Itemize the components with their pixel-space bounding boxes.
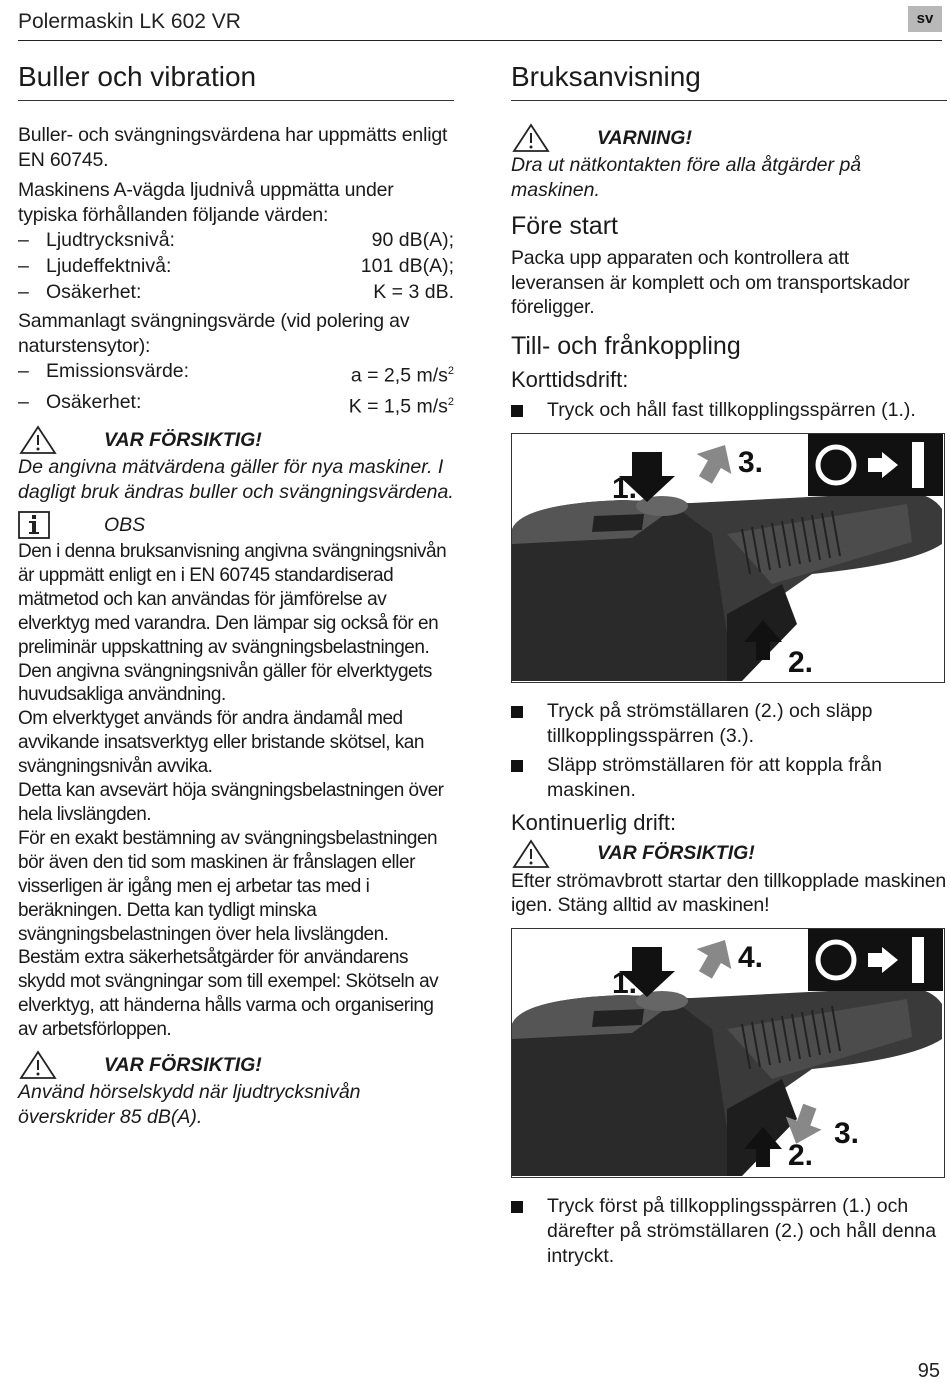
heading-before-start: Före start <box>511 212 618 240</box>
note-paragraph: Detta kan avsevärt höja svängningsbelastningen över hela livslängden. <box>18 780 444 825</box>
warning-triangle-icon <box>18 1050 58 1080</box>
figure-label: 4. <box>738 940 764 974</box>
right-column <box>511 58 947 1273</box>
figure-label: 3. <box>834 1116 860 1150</box>
machine-handle-illustration <box>512 929 943 1176</box>
warning-title: VARNING! <box>597 126 692 149</box>
instruction-bullet: Tryck först på tillkopplingsspärren (1.) och därefter på strömställaren (2.) och håll denna intryckt. <box>511 1194 947 1269</box>
page-number: 95 <box>917 1360 940 1382</box>
warning-triangle-icon <box>18 425 58 455</box>
instruction-bullet: Tryck på strömställaren (2.) och släpp tillkopplingsspärren (3.). <box>511 699 947 749</box>
caution-notice <box>18 1050 454 1080</box>
left-column <box>18 58 454 1129</box>
caution-notice <box>511 839 947 869</box>
vibration-intro: Sammanlagt svängningsvärde (vid polering av naturstensytor): <box>18 310 410 357</box>
vibration-row: – Osäkerhet: K = 1,5 $m/s^2$ <box>18 390 454 417</box>
caution-title: VAR FÖRSIKTIG! <box>104 428 262 451</box>
heading-switching: Till- och frånkoppling <box>511 331 741 360</box>
switch-illustration-continuous <box>511 928 945 1178</box>
figure-label: 2. <box>788 645 814 679</box>
note-paragraph: Den i denna bruksanvisning angivna svängningsnivån är uppmätt enligt en i EN 60745 standardiserad mätmetod och kan användas för jämförelse av elverktyg med varandra. Den lämpar sig också för en preliminär uppskattning av svängningsbelastningen. Den angivna svängningsnivån gäller för elverktygets huvudsakliga användning. <box>18 541 447 706</box>
caution-text: Använd hörselskydd när ljudtrycksnivån överskrider 85 dB(A). <box>18 1081 361 1128</box>
warning-triangle-icon <box>511 839 551 869</box>
heading-continuous: Kontinuerlig drift: <box>511 809 677 835</box>
instruction-bullet: Släpp strömställaren för att koppla från maskinen. <box>511 753 947 803</box>
caution-title: VAR FÖRSIKTIG! <box>597 842 755 864</box>
switch-illustration-short-term <box>511 433 945 683</box>
heading-short-term: Korttidsdrift: <box>511 366 629 392</box>
caution-text: De angivna mätvärdena gäller för nya maskiner. I dagligt bruk ändras buller och svängningsvärdena. <box>18 456 454 503</box>
noise-row: – Osäkerhet: K = 3 dB. <box>18 281 454 303</box>
header-divider <box>18 40 942 41</box>
caution-notice <box>18 425 454 455</box>
section-heading-noise: Buller och vibration <box>18 58 454 101</box>
warning-notice <box>511 123 947 153</box>
warning-text: Dra ut nätkontakten före alla åtgärder på maskinen. <box>511 154 862 201</box>
section-heading-instructions: Bruksanvisning <box>511 58 947 101</box>
caution-text: Efter strömavbrott startar den tillkopplade maskinen igen. Stäng alltid av maskinen! <box>511 869 947 916</box>
note-title: OBS <box>104 513 146 536</box>
noise-intro-text: Buller- och svängningsvärdena har uppmätts enligt EN 60745. <box>18 124 448 171</box>
on-off-symbol-icon <box>808 434 943 496</box>
on-off-symbol-icon <box>808 929 943 991</box>
noise-levels-intro: Maskinens A-vägda ljudnivå uppmätta under typiska förhållanden följande värden: <box>18 179 394 226</box>
before-start-text: Packa upp apparaten och kontrollera att leveransen är komplett och om transportskador föreligger. <box>511 247 910 318</box>
vibration-row: – Emissionsvärde: a = 2,5 $m/s^2$ <box>18 360 454 387</box>
figure-label: 1. <box>612 471 638 505</box>
note-paragraph: Om elverktyget används för andra ändamål med avvikande insatsverktyg eller bristande skötsel, kan svängningsnivån avvika. <box>18 708 424 778</box>
instruction-bullet: Tryck och håll fast tillkopplingsspärren (1.). <box>511 398 947 423</box>
note-paragraph: För en exakt bestämning av svängningsbelastningen bör även den tid som maskinen är frånslagen eller visserligen är igång men ej arbetar tas med i beräkningen. Detta kan tydligt minska svängningsbelastningen över hela livslängden. <box>18 827 438 945</box>
info-icon <box>18 510 58 540</box>
noise-values-list <box>18 227 454 305</box>
note-paragraph: Bestäm extra säkerhetsåtgärder för användarens skydd mot svängningar som till exempel: Skötseln av elverktyg, att händerna hålls varma och organisering av arbetsförloppen. <box>18 947 439 1041</box>
caution-title: VAR FÖRSIKTIG! <box>104 1053 262 1076</box>
warning-triangle-icon <box>511 123 551 153</box>
noise-row: – Ljudeffektnivå: 101 dB(A); <box>18 255 454 277</box>
document-title: Polermaskin LK 602 VR <box>18 10 241 33</box>
machine-handle-illustration <box>512 434 943 681</box>
vibration-values-list <box>18 358 454 419</box>
figure-label: 1. <box>612 966 638 1000</box>
figure-label: 3. <box>738 445 764 479</box>
figure-label: 2. <box>788 1138 814 1172</box>
language-badge: sv <box>908 6 942 32</box>
note-notice <box>18 510 454 540</box>
noise-row: – Ljudtrycksnivå: 90 dB(A); <box>18 229 454 251</box>
